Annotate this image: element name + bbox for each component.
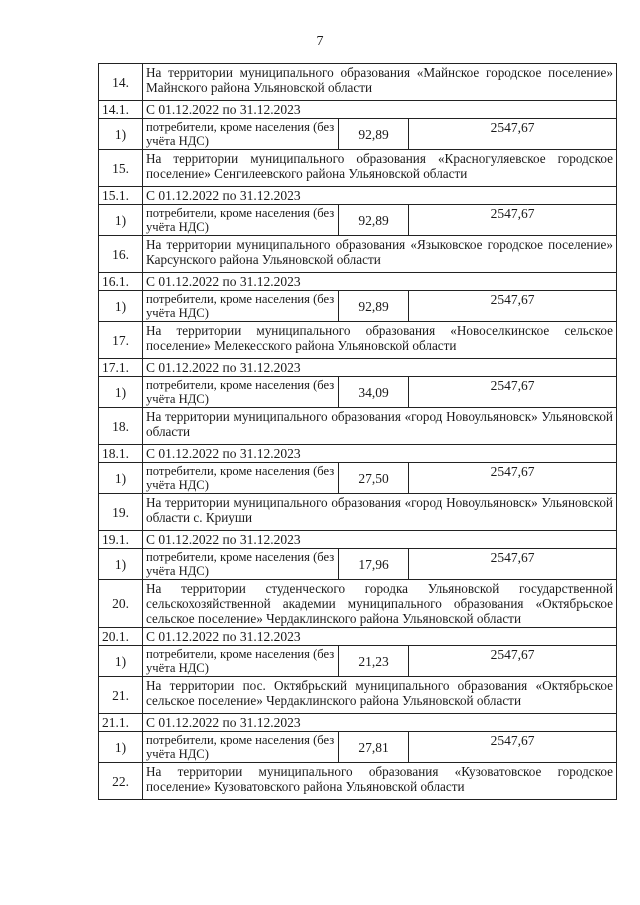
period-dates: С 01.12.2022 по 31.12.2023 — [143, 359, 617, 377]
consumer-category: потребители, кроме населения (без учёта НДС) — [143, 732, 339, 763]
table-row-tariff — [99, 463, 617, 494]
item-number: 21. — [99, 677, 143, 714]
table-row-tariff — [99, 205, 617, 236]
tariff-value-2: 2547,67 — [409, 119, 617, 150]
tariff-value-1: 92,89 — [339, 205, 409, 236]
item-number: 16. — [99, 236, 143, 273]
table-row-territory — [99, 322, 617, 359]
item-number: 14. — [99, 64, 143, 101]
period-number: 18.1. — [99, 445, 143, 463]
subitem-number: 1) — [99, 291, 143, 322]
subitem-number: 1) — [99, 463, 143, 494]
item-number: 19. — [99, 494, 143, 531]
table-row-territory — [99, 494, 617, 531]
table-row-tariff — [99, 291, 617, 322]
tariff-value-1: 92,89 — [339, 119, 409, 150]
period-number: 21.1. — [99, 714, 143, 732]
consumer-category: потребители, кроме населения (без учёта НДС) — [143, 646, 339, 677]
table-row-period — [99, 531, 617, 549]
territory-description: На территории муниципального образования «Языковское городское поселение» Карсунского района Ульяновской области — [143, 236, 617, 273]
tariff-value-2: 2547,67 — [409, 732, 617, 763]
tariff-value-2: 2547,67 — [409, 463, 617, 494]
tariff-value-1: 17,96 — [339, 549, 409, 580]
page-number: 7 — [316, 34, 324, 49]
consumer-category: потребители, кроме населения (без учёта НДС) — [143, 119, 339, 150]
subitem-number: 1) — [99, 549, 143, 580]
period-number: 19.1. — [99, 531, 143, 549]
territory-description: На территории муниципального образования «Майнское городское поселение» Майнского района Ульяновской области — [143, 64, 617, 101]
tariff-value-1: 92,89 — [339, 291, 409, 322]
table-row-period — [99, 187, 617, 205]
period-number: 16.1. — [99, 273, 143, 291]
territory-description: На территории пос. Октябрьский муниципального образования «Октябрьское сельское поселение» Чердаклинского района Ульяновской области — [143, 677, 617, 714]
consumer-category: потребители, кроме населения (без учёта НДС) — [143, 291, 339, 322]
period-dates: С 01.12.2022 по 31.12.2023 — [143, 531, 617, 549]
table-row-territory — [99, 677, 617, 714]
table-row-territory — [99, 150, 617, 187]
subitem-number: 1) — [99, 205, 143, 236]
tariff-value-2: 2547,67 — [409, 549, 617, 580]
item-number: 22. — [99, 763, 143, 800]
period-dates: С 01.12.2022 по 31.12.2023 — [143, 628, 617, 646]
subitem-number: 1) — [99, 377, 143, 408]
period-dates: С 01.12.2022 по 31.12.2023 — [143, 101, 617, 119]
territory-description: На территории муниципального образования «Красногуляевское городское поселение» Сенгилеевского района Ульяновской области — [143, 150, 617, 187]
item-number: 20. — [99, 580, 143, 628]
table-row-tariff — [99, 646, 617, 677]
item-number: 15. — [99, 150, 143, 187]
tariff-value-1: 21,23 — [339, 646, 409, 677]
table-row-period — [99, 273, 617, 291]
table-row-territory — [99, 763, 617, 800]
tariff-value-2: 2547,67 — [409, 205, 617, 236]
tariff-value-2: 2547,67 — [409, 377, 617, 408]
tariff-value-1: 27,81 — [339, 732, 409, 763]
table-row-period — [99, 628, 617, 646]
table-row-tariff — [99, 119, 617, 150]
table-row-period — [99, 101, 617, 119]
tariff-value-1: 27,50 — [339, 463, 409, 494]
tariff-value-2: 2547,67 — [409, 646, 617, 677]
period-number: 15.1. — [99, 187, 143, 205]
territory-description: На территории муниципального образования «город Новоульяновск» Ульяновской области — [143, 408, 617, 445]
table-row-period — [99, 445, 617, 463]
table-row-tariff — [99, 377, 617, 408]
item-number: 17. — [99, 322, 143, 359]
table-row-period — [99, 359, 617, 377]
table-row-territory — [99, 64, 617, 101]
period-dates: С 01.12.2022 по 31.12.2023 — [143, 273, 617, 291]
tariff-value-2: 2547,67 — [409, 291, 617, 322]
period-dates: С 01.12.2022 по 31.12.2023 — [143, 445, 617, 463]
period-number: 20.1. — [99, 628, 143, 646]
period-number: 14.1. — [99, 101, 143, 119]
territory-description: На территории муниципального образования «Кузоватовское городское поселение» Кузоватовского района Ульяновской области — [143, 763, 617, 800]
subitem-number: 1) — [99, 119, 143, 150]
item-number: 18. — [99, 408, 143, 445]
consumer-category: потребители, кроме населения (без учёта НДС) — [143, 377, 339, 408]
tariff-table — [98, 63, 617, 800]
table-row-territory — [99, 236, 617, 273]
table-row-tariff — [99, 732, 617, 763]
period-dates: С 01.12.2022 по 31.12.2023 — [143, 714, 617, 732]
consumer-category: потребители, кроме населения (без учёта НДС) — [143, 205, 339, 236]
period-number: 17.1. — [99, 359, 143, 377]
territory-description: На территории студенческого городка Ульяновской государственной сельскохозяйственной академии муниципального образования «Октябрьское сельское поселение» Чердаклинского района Ульяновской области — [143, 580, 617, 628]
subitem-number: 1) — [99, 646, 143, 677]
table-row-territory — [99, 580, 617, 628]
table-row-period — [99, 714, 617, 732]
table-row-territory — [99, 408, 617, 445]
territory-description: На территории муниципального образования «Новоселкинское сельское поселение» Мелекесского района Ульяновской области — [143, 322, 617, 359]
consumer-category: потребители, кроме населения (без учёта НДС) — [143, 549, 339, 580]
consumer-category: потребители, кроме населения (без учёта НДС) — [143, 463, 339, 494]
table-row-tariff — [99, 549, 617, 580]
subitem-number: 1) — [99, 732, 143, 763]
tariff-value-1: 34,09 — [339, 377, 409, 408]
territory-description: На территории муниципального образования «город Новоульяновск» Ульяновской области с. Криуши — [143, 494, 617, 531]
tariff-table-body — [99, 64, 617, 800]
period-dates: С 01.12.2022 по 31.12.2023 — [143, 187, 617, 205]
